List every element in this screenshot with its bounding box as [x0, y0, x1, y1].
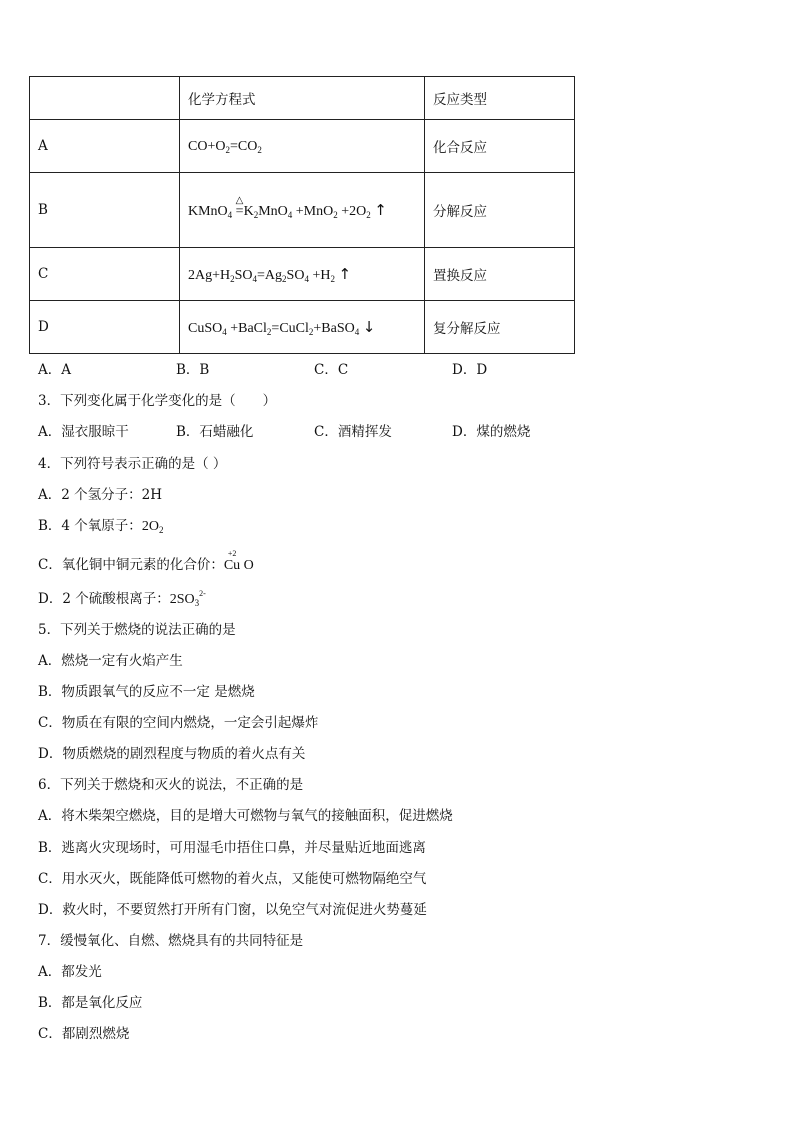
row-label: D [30, 301, 180, 354]
q7-option-a[interactable]: A．都发光 [38, 964, 102, 980]
q7-option-c[interactable]: C．都剧烈燃烧 [38, 1026, 130, 1042]
row-label: A [30, 120, 180, 173]
q3-option-a[interactable]: A．湿衣服晾干 [38, 424, 129, 440]
table-row [30, 173, 575, 248]
up-arrow-icon: ↑ [374, 200, 387, 219]
q7-stem: 7．缓慢氧化、自燃、燃烧具有的共同特征是 [38, 933, 304, 949]
q4-stem: 4．下列符号表示正确的是（ ） [38, 456, 227, 472]
q4-option-b-label: B．4 个氧原子： [38, 518, 142, 534]
q5-option-c[interactable]: C．物质在有限的空间内燃烧，一定会引起爆炸 [38, 715, 319, 731]
q5-option-d[interactable]: D．物质燃烧的剧烈程度与物质的着火点有关 [38, 746, 306, 762]
reaction-type: 化合反应 [425, 120, 575, 173]
equation-c: $2Ag+H_2SO_4=Ag_2SO_4 +H_2$ ↑ [180, 248, 425, 301]
down-arrow-icon: ↓ [362, 317, 376, 336]
q3-option-b[interactable]: B．石蜡融化 [176, 424, 254, 440]
q4-option-c[interactable] [38, 549, 254, 574]
q5-option-a[interactable]: A．燃烧一定有火焰产生 [38, 653, 183, 669]
q7-option-b[interactable]: B．都是氧化反应 [38, 995, 143, 1011]
equation-d: CuSO$_4$ +BaCl$_2$=CuCl$_2$+BaSO$_4$ ↓ [180, 301, 425, 354]
q3-stem: 3．下列变化属于化学变化的是（ ） [38, 393, 277, 409]
reaction-type: 置换反应 [425, 248, 575, 301]
q3-option-d[interactable]: D．煤的燃烧 [452, 424, 531, 440]
formula: $2O_2$ [141, 519, 164, 535]
reaction-type: 分解反应 [425, 173, 575, 248]
q2-option-a[interactable]: A．A [38, 362, 71, 378]
table-row [30, 248, 575, 301]
reaction-type: 复分解反应 [425, 301, 575, 354]
row-label: B [30, 173, 180, 248]
table-header-row [30, 77, 575, 120]
q3-option-c[interactable]: C．酒精挥发 [314, 424, 392, 440]
valence-mark: +2 [227, 549, 237, 558]
table-row [30, 301, 575, 354]
header-equation: 化学方程式 [180, 77, 425, 120]
q6-option-b[interactable]: B．逃离火灾现场时，可用湿毛巾捂住口鼻，并尽量贴近地面逃离 [38, 840, 426, 856]
q4-option-a[interactable]: A．2 个氢分子：2H [38, 487, 162, 503]
equation-table [29, 76, 575, 354]
q4-option-b[interactable] [38, 514, 163, 535]
row-label: C [30, 248, 180, 301]
q6-option-d[interactable]: D．救火时，不要贸然打开所有门窗，以免空气对流促进火势蔓延 [38, 902, 427, 918]
equation-a: $CO+O_2=CO_2$ [180, 120, 425, 173]
q2-option-d[interactable]: D．D [452, 362, 488, 378]
header-empty-cell [30, 77, 180, 120]
q6-stem: 6．下列关于燃烧和灭火的说法，不正确的是 [38, 777, 304, 793]
q6-option-a[interactable]: A．将木柴架空燃烧，目的是增大可燃物与氧气的接触面积，促进燃烧 [38, 808, 453, 824]
table-row [30, 120, 575, 173]
formula: $2SO_3^{2-}$ [169, 589, 206, 608]
q4-option-c-label: C．氧化铜中铜元素的化合价： [38, 557, 224, 573]
q6-option-c[interactable]: C．用水灭火，既能降低可燃物的着火点，又能使可燃物隔绝空气 [38, 871, 427, 887]
up-arrow-icon: ↑ [338, 264, 352, 283]
q5-stem: 5．下列关于燃烧的说法正确的是 [38, 622, 236, 638]
q4-option-d-label: D．2 个硫酸根离子： [38, 591, 170, 607]
q5-option-b[interactable]: B．物质跟氧气的反应不一定 是燃烧 [38, 684, 255, 700]
equation-b: KMnO$_4$ △ $=K_2MnO_4 +MnO_2 +2O_2$ ↑ [180, 173, 425, 248]
formula: +2 Cu O [223, 549, 254, 573]
q2-option-c[interactable]: C．C [314, 362, 349, 378]
q2-option-b[interactable]: B．B [176, 362, 210, 378]
q4-option-d[interactable] [38, 587, 206, 608]
header-reaction-type: 反应类型 [425, 77, 575, 120]
delta-icon: △ [235, 194, 244, 206]
